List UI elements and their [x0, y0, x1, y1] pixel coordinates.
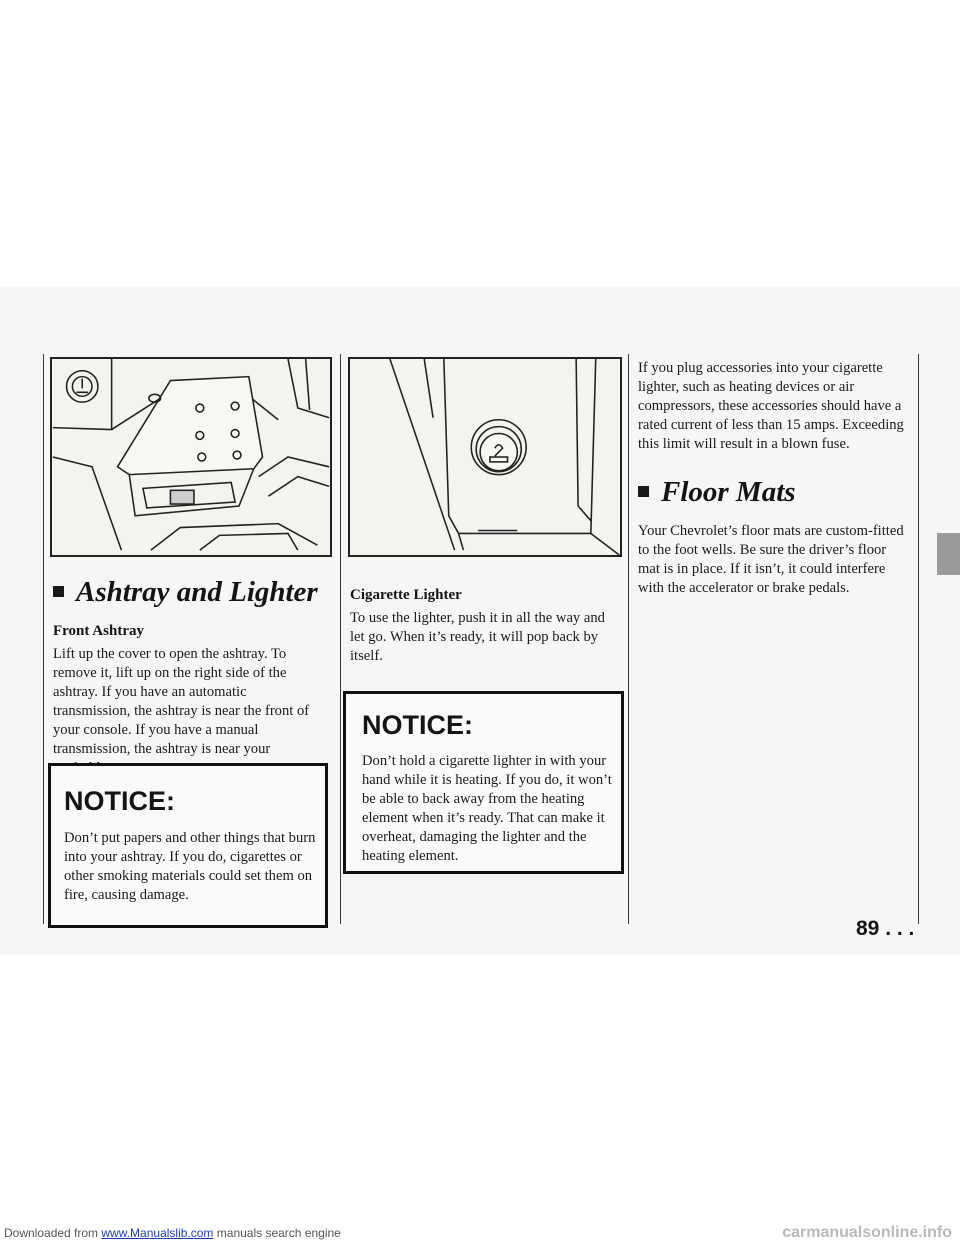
- cigarette-lighter-illustration: [348, 357, 622, 557]
- lighter-notice-text: Don’t hold a cigarette lighter in with your hand while it is heating. If you do, it won’t be able to back away from the heating element when it’s ready. That can make it overheat, damaging the lighter and the heating element.: [362, 753, 612, 864]
- column-rule-right: [628, 354, 629, 924]
- page-number: 89 . . .: [856, 917, 915, 940]
- heading-bullet-icon: [638, 486, 649, 497]
- ashtray-notice-box: [48, 763, 328, 928]
- manualslib-link[interactable]: www.Manualslib.com: [101, 1226, 214, 1240]
- front-ashtray-text: Lift up the cover to open the ashtray. To remove it, lift up on the right side of the ashtray. If you have an automatic transmission, the ashtray is near the front of your console. If you have a manual transmission, the ashtray is near your: [53, 646, 310, 757]
- floor-mats-text: Your Chevrolet’s floor mats are custom-fitted to the foot wells. Be sure the driver’s floor mat is in place. If it isn’t, it could interfere with the accelerator or brake pedals.: [638, 523, 904, 596]
- front-ashtray-title: Front Ashtray: [53, 623, 144, 639]
- ashtray-notice-title: NOTICE:: [64, 786, 175, 816]
- lighter-notice-title: NOTICE:: [362, 710, 473, 740]
- accessories-text: If you plug accessories into your cigarette lighter, such as heating devices or air compressors, these accessories should have a rated current of less than 15 amps. Exceeding this limit will result in a blown fuse.: [638, 360, 904, 452]
- ashtray-drawing: [52, 359, 330, 555]
- ashtray-lighter-heading: Ashtray and Lighter: [53, 575, 318, 609]
- column-rule-left: [43, 354, 44, 924]
- download-footer: [0, 1224, 960, 1242]
- watermark-text: carmanualsonline.info: [782, 1224, 952, 1241]
- cigarette-lighter-text: To use the lighter, push it in all the way and let go. When it’s ready, it will pop back by itself.: [350, 610, 605, 664]
- column-rule-far-right: [918, 354, 919, 924]
- ashtray-illustration: [50, 357, 332, 557]
- footer-text: Downloaded from www.Manualslib.com manuals search engine: [4, 1226, 341, 1240]
- cigarette-lighter-title: Cigarette Lighter: [350, 587, 462, 603]
- lighter-notice-box: [343, 691, 624, 874]
- heading-bullet-icon: [53, 586, 64, 597]
- ashtray-notice-text: Don’t put papers and other things that burn into your ashtray. If you do, cigarettes or other smoking materials could set them on fire, causing damage.: [64, 830, 316, 903]
- lighter-drawing: [350, 359, 620, 555]
- section-tab-marker: [937, 533, 960, 575]
- floor-mats-heading: Floor Mats: [638, 475, 796, 509]
- column-rule-middle: [340, 354, 341, 924]
